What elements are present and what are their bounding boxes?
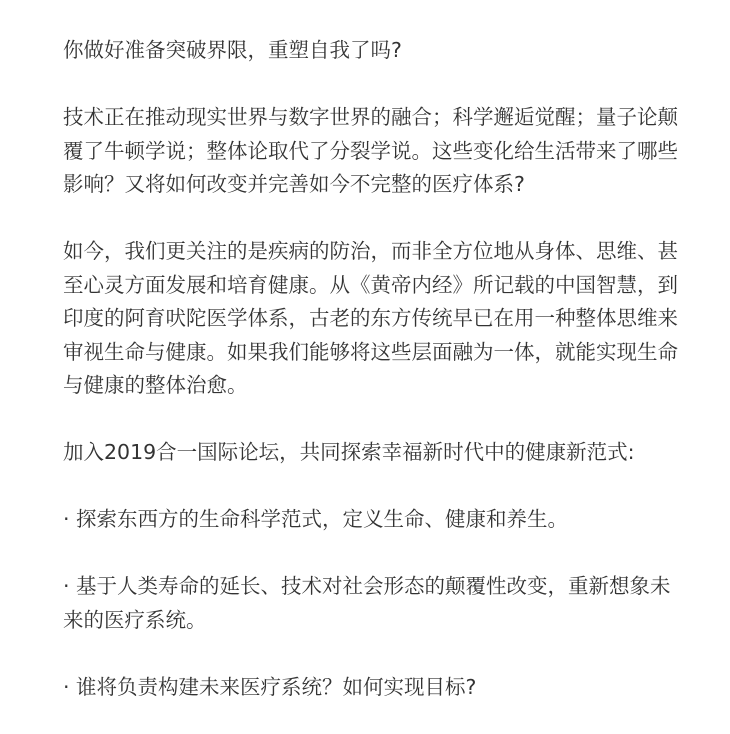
bullet-item: · 基于人类寿命的延长、技术对社会形态的颠覆性改变，重新想象未来的医疗系统。: [63, 574, 671, 632]
bullet-item: · 谁将负责构建未来医疗系统？如何实现目标?: [63, 674, 477, 699]
intro-question: 你做好准备突破界限，重塑自我了吗?: [63, 38, 402, 62]
bullet-item: · 探索东西方的生命科学范式，定义生命、健康和养生。: [63, 507, 569, 531]
holistic-health-paragraph: 如今，我们更关注的是疾病的防治，而非全方位地从身体、思维、甚至心灵方面发展和培育健康。从《黄帝内经》所记载的中国智慧，到印度的阿育吠陀医学体系，古老的东方传统早已在用一种整体思维来审视生命与健康。如果我们能够将这些层面融为一体，就能实现生命与健康的整体治愈。: [63, 239, 678, 397]
technology-paragraph: 技术正在推动现实世界与数字世界的融合；科学邂逅觉醒；量子论颠覆了牛顿学说；整体论取代了分裂学说。这些变化给生活带来了哪些影响？又将如何改变并完善如今不完整的医疗体系?: [63, 105, 678, 196]
forum-invitation: 加入2019合一国际论坛，共同探索幸福新时代中的健康新范式:: [63, 440, 635, 464]
article-body: [63, 34, 685, 704]
